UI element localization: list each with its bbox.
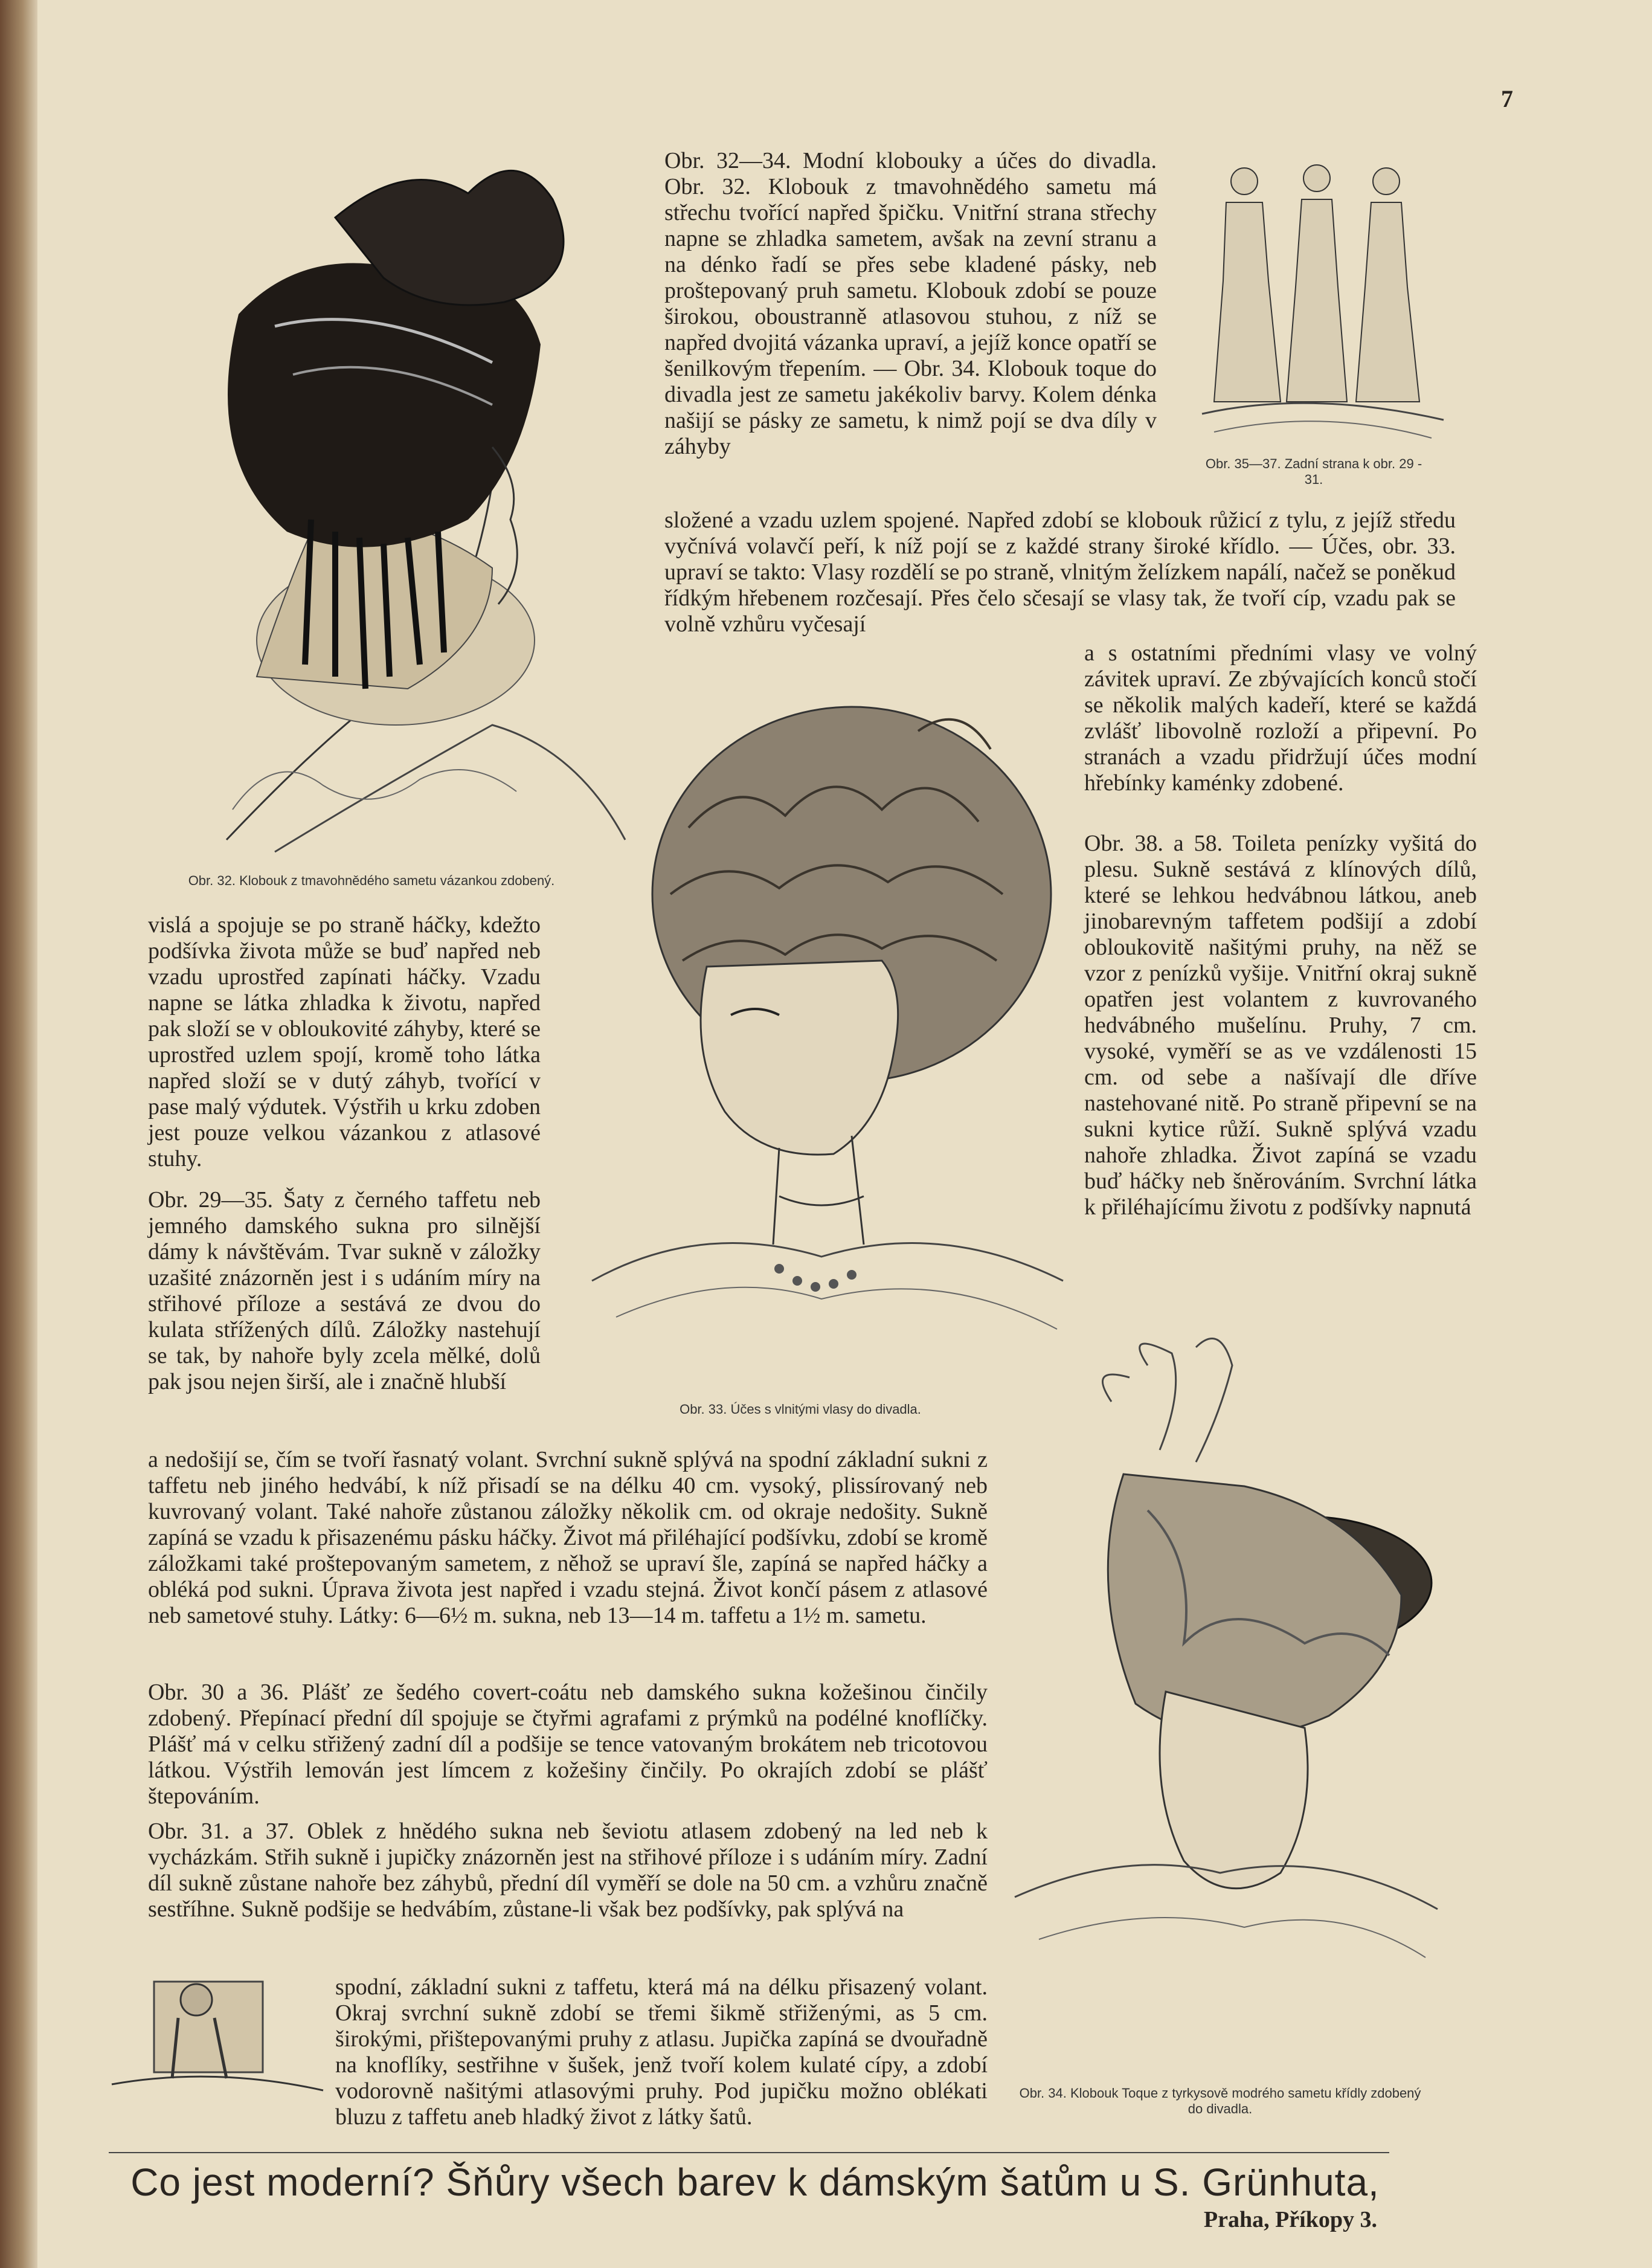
- illustration-vignette: [106, 1957, 329, 2115]
- paragraph-obr38: Obr. 38. a 58. Toileta penízky vyšitá do plesu. Sukně sestává z klínových dílů, které se lehkou hedvábnou látkou, aneb jinobarevným taffetem podšijí a zdobí obloukovitě našitými pruhy, na něž se vzor z penízků vyšije. Vnitřní okraj sukně opatřen jest volantem z kuvrovaného hedvábného mušelínu. Pruhy, 7 cm. vysoké, vyměří se as ve vzdálenosti 15 cm. od sebe a našívají dle dříve nastehované nitě. Po straně připevní se na sukni kytice růží. Sukně splývá vzadu nahoře zhladka. Život zapíná se vzadu buď háčky neb šněrováním. Svrchní látka k přiléhajícímu životu z podšívky napnutá: [1084, 831, 1477, 1220]
- page-edge: [0, 0, 37, 2268]
- caption-obr32: Obr. 32. Klobouk z tmavohnědého sametu vázankou zdobený.: [188, 873, 555, 888]
- illustration-obr33-coiffure: [580, 677, 1081, 1390]
- illustration-obr34-toque: [966, 1329, 1462, 2078]
- caption-obr35-37: Obr. 35—37. Zadní strana k obr. 29 - 31.: [1205, 456, 1422, 487]
- footer-rule: [109, 2152, 1389, 2153]
- paragraph-obr32-34: Obr. 32—34. Modní klobouky a účes do divadla. Obr. 32. Klobouk z tmavohnědého sametu má střechu tvořící napřed špičku. Vnitřní strana střechy napne se zhladka sametem, avšak na zevní stranu a na dénko řadí se přes sebe kladené pásky, neb proštepovaný pruh sametu. Klobouk zdobí se pouze širokou, oboustranně atlasovou stuhou, z níž se napřed dvojitá vázanka upraví, a jejíž konce opatří se šenilkovým třepením. — Obr. 34. Klobouk toque do divadla jest ze sametu jakékoliv barvy. Kolem dénka našijí se pásky ze sametu, k nimž pojí se dva díly v záhyby: [664, 148, 1157, 459]
- paragraph-obr32-34-continued: složené a vzadu uzlem spojené. Napřed zdobí se klobouk růžicí z tylu, z jejíž středu vyčnívá volavčí peří, k níž pojí se z každé strany široké křídlo. — Účes, obr. 33. upraví se takto: Vlasy rozdělí se po straně, vlnitým želízkem napálí, načež se poněkud řídkým hřebenem rozčesají. Přes čelo sčesají se vlasy tak, že tvoří cíp, vzadu pak se volně vzhůru vyčesají: [664, 507, 1456, 637]
- paragraph-coiffure-continued: a s ostatními předními vlasy ve volný závitek upraví. Ze zbývajících konců stočí se několik malých kadeří, které se každá zvlášť libovolně rozloží a připevní. Po stranách a vzadu přidržují účes modní hřebínky kaménky zdobené.: [1084, 640, 1477, 796]
- footer-advert: Co jest moderní? Šňůry všech barev k dámským šatům u S. Grünhuta,: [130, 2160, 1380, 2204]
- paragraph-bodice: vislá a spojuje se po straně háčky, kdežto podšívka života může se buď napřed neb vzadu uprostřed zapínati háčky. Vzadu napne se látka zhladka k životu, napřed pak složí se v obloukovité záhyby, které se uprostřed uzlem spojí, kromě toho látka napřed složí se v dutý záhyb, tvořící v pase malý výdutek. Výstřih u krku zdoben jest pouze velkou vázankou z atlasové stuhy.: [148, 912, 541, 1171]
- paragraph-obr30: Obr. 30 a 36. Plášť ze šedého covert-coátu neb damského sukna kožešinou činčily zdobený. Přepínací přední díl spojuje se čtyřmi agrafami z prýmků na podélné knoflíčky. Plášť má v celku střižený zadní díl a podšije se tence vatovaným brokátem neb tricotovou látkou. Výstřih lemován jest límcem z kožešiny činčily. Po okrajích zdobí se plášť štepováním.: [148, 1680, 988, 1809]
- paragraph-obr31: Obr. 31. a 37. Oblek z hnědého sukna neb ševiotu atlasem zdobený na led neb k vycházkám. Střih sukně i jupičky znázorněn jest na střihové příloze i s udáním míry. Zadní díl sukně zůstane nahoře bez záhybů, přední díl vyměří se dole na 50 cm. a vzhůru značně sestříhne. Sukně podšije se hedvábím, zůstane-li však bez podšívky, pak splývá na: [148, 1819, 988, 1922]
- page-number: 7: [1501, 85, 1513, 112]
- illustration-obr32-hat: [154, 145, 637, 864]
- paragraph-obr31-continued: spodní, základní sukni z taffetu, která má na délku přisazený volant. Okraj svrchní sukně zdobí se třemi šikmě střiženými, as 5 cm. širokými, přištepovanými pruhy z atlasu. Jupička zapíná se dvouřadně na knoflíky, sestřihne v šušek, jenž tvoří kolem kulaté cípy, a zdobí vodorovně našitými atlasovými pruhy. Pod jupičku možno oblékati bluzu z taffetu aneb hladký život z látky šatů.: [335, 1974, 988, 2130]
- caption-obr33: Obr. 33. Účes s vlnitými vlasy do divadla.: [680, 1402, 921, 1417]
- paragraph-skirt: a nedošijí se, čím se tvoří řasnatý volant. Svrchní sukně splývá na spodní základní sukni z taffetu neb jiného hedvábí, k níž přisadí se na délku 40 cm. vysoký, plissírovaný neb kuvrovaný volant. Také nahoře zůstanou záložky několik cm. od okraje nedošity. Sukně zapíná se vzadu k přisazenému pásku háčky. Život má přiléhající podšívku, zdobí se kromě záložkami také proštepovaným sametem, z něhož se upraví šle, zapíná se napřed háčky a obléká pod sukni. Úprava života jest napřed i vzadu stejná. Život končí pásem z atlasové neb sametové stuhy. Látky: 6—6½ m. sukna, neb 13—14 m. taffetu a 1½ m. sametu.: [148, 1447, 988, 1628]
- paragraph-obr29-35: Obr. 29—35. Šaty z černého taffetu neb jemného damského sukna pro silnější dámy k návštěvám. Tvar sukně v záložky uzašité znázorněn jest i s udáním míry na střihové příloze a sestává ze dvou do kulata střížených dílů. Záložky nastehují se tak, by nahoře byly zcela mělké, dolů pak jsou nejen širší, ale i značně hlubší: [148, 1187, 541, 1394]
- caption-obr34: Obr. 34. Klobouk Toque z tyrkysově modrého sametu křídly zdobený do divadla.: [1019, 2086, 1421, 2116]
- footer-address: Praha, Příkopy 3.: [1203, 2207, 1377, 2232]
- illustration-obr35-37-figures: [1178, 148, 1456, 450]
